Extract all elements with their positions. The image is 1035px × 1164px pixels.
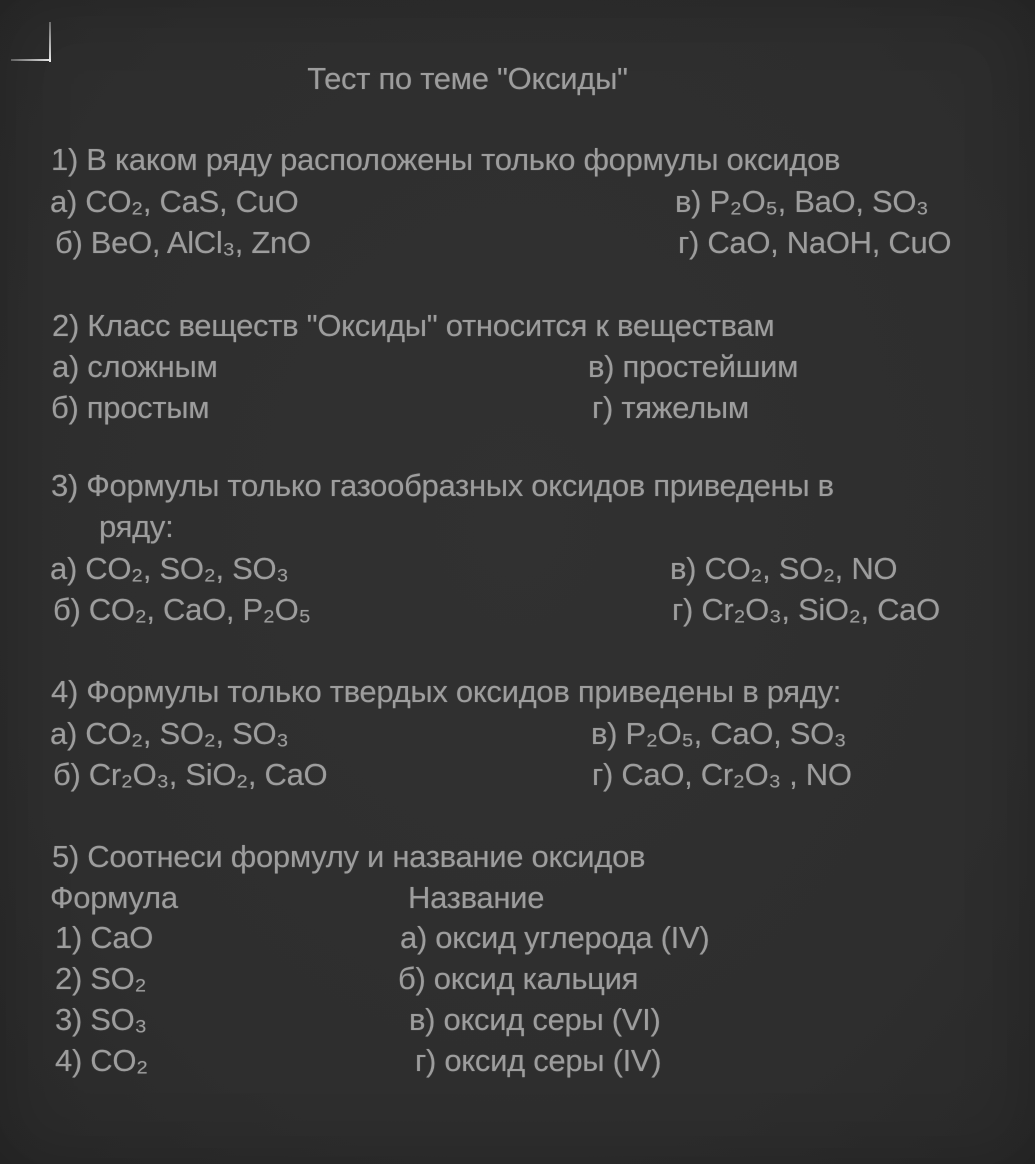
question-1-option-b: б) BeO, AlCl₃, ZnO xyxy=(55,225,311,260)
question-5-name-a: а) оксид углерода (IV) xyxy=(400,920,710,955)
question-5-column-name-header: Название xyxy=(408,880,545,915)
question-5-text: 5) Соотнеси формулу и название оксидов xyxy=(52,839,646,874)
question-1-option-g: г) CaO, NaOH, CuO xyxy=(678,225,952,260)
question-2-option-g: г) тяжелым xyxy=(592,390,749,425)
question-2-option-a: а) сложным xyxy=(52,349,218,384)
question-3-option-a: а) CO₂, SO₂, SO₃ xyxy=(50,551,289,586)
question-5-column-formula-header: Формула xyxy=(50,880,178,915)
question-5-name-g: г) оксид серы (IV) xyxy=(415,1043,662,1078)
question-3-option-g: г) Cr₂O₃, SiO₂, CaO xyxy=(672,592,940,627)
question-5-formula-3: 3) SO₃ xyxy=(55,1002,147,1037)
question-4-option-a: а) CO₂, SO₂, SO₃ xyxy=(50,716,289,751)
question-3-option-v: в) CO₂, SO₂, NO xyxy=(670,551,898,586)
question-4-option-v: в) P₂O₅, CaO, SO₃ xyxy=(591,716,847,751)
question-4-text: 4) Формулы только твердых оксидов приведены в ряду: xyxy=(51,674,842,709)
question-5-formula-4: 4) CO₂ xyxy=(55,1043,148,1078)
question-4-option-b: б) Cr₂O₃, SiO₂, CaO xyxy=(53,757,328,792)
question-2-option-b: б) простым xyxy=(51,390,210,425)
corner-vertical-line xyxy=(49,22,51,62)
question-5-formula-1: 1) CaO xyxy=(55,920,154,955)
question-4-option-g: г) CaO, Cr₂O₃ , NO xyxy=(592,757,852,792)
question-5-name-b: б) оксид кальция xyxy=(398,961,639,996)
question-2-option-v: в) простейшим xyxy=(588,349,799,384)
question-1-option-v: в) P₂O₅, BaO, SO₃ xyxy=(675,184,929,219)
question-3-text-wrap: ряду: xyxy=(99,509,174,544)
question-1-text: 1) В каком ряду расположены только формулы оксидов xyxy=(51,142,841,177)
question-3-option-b: б) CO₂, CaO, P₂O₅ xyxy=(53,592,311,627)
question-5-name-v: в) оксид серы (VI) xyxy=(409,1002,661,1037)
question-5-formula-2: 2) SO₂ xyxy=(55,961,147,996)
question-1-option-a: а) CO₂, CaS, CuO xyxy=(50,184,299,219)
question-3-text: 3) Формулы только газообразных оксидов приведены в xyxy=(51,468,834,503)
page-title: Тест по теме "Оксиды" xyxy=(307,61,628,96)
question-2-text: 2) Класс веществ "Оксиды" относится к веществам xyxy=(52,308,775,343)
